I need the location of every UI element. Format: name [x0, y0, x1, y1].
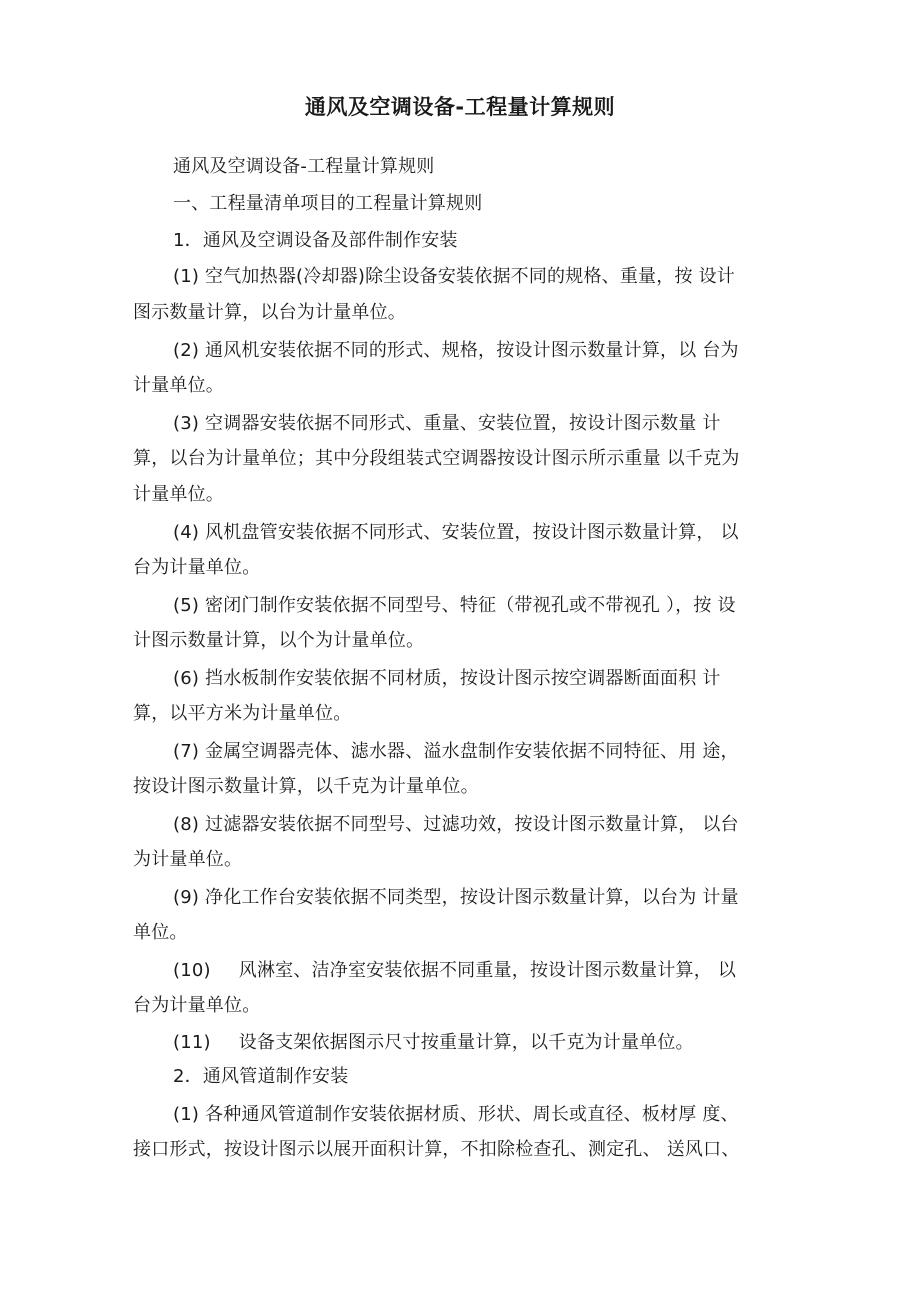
- paragraph-3-line-1: (3) 空调器安装依据不同形式、重量、安装位置，按设计图示数量 计: [173, 413, 721, 434]
- item-number-11: (11): [173, 1032, 211, 1053]
- subsection-heading-2: 2．通风管道制作安装: [173, 1066, 349, 1087]
- document-title: 通风及空调设备-工程量计算规则: [304, 95, 616, 119]
- paragraph-4-line-1: (4) 风机盘管安装依据不同形式、安装位置，按设计图示数量计算， 以: [173, 522, 739, 543]
- paragraph-9-line-2: 单位。: [133, 922, 188, 943]
- paragraph-3-line-2: 算，以台为计量单位；其中分段组装式空调器按设计图示所示重量 以千克为: [133, 448, 740, 469]
- paragraph-3-line-3: 计量单位。: [133, 484, 224, 505]
- paragraph-8-line-2: 为计量单位。: [133, 849, 243, 870]
- paragraph-11-line-1: [173, 1028, 793, 1058]
- paragraph-7-line-1: (7) 金属空调器壳体、滤水器、溢水盘制作安装依据不同特征、用 途，: [173, 741, 739, 762]
- paragraph-1-line-2: 图示数量计算，以台为计量单位。: [133, 302, 406, 323]
- paragraph-8-line-1: (8) 过滤器安装依据不同型号、过滤功效，按设计图示数量计算， 以台: [173, 814, 739, 835]
- paragraph-10-text: 风淋室、洁净室安装依据不同重量，按设计图示数量计算， 以: [238, 960, 737, 981]
- item-number-10: (10): [173, 960, 211, 981]
- section-heading-1: 一、工程量清单项目的工程量计算规则: [173, 193, 483, 214]
- paragraph-6-line-2: 算，以平方米为计量单位。: [133, 703, 352, 724]
- paragraph-7-line-2: 按设计图示数量计算，以千克为计量单位。: [133, 776, 479, 797]
- paragraph-4-line-2: 台为计量单位。: [133, 557, 261, 578]
- paragraph-5-line-1: (5) 密闭门制作安装依据不同型号、特征（带视孔或不带视孔 ），按 设: [173, 595, 736, 616]
- paragraph-1-line-1: (1) 空气加热器(冷却器)除尘设备安装依据不同的规格、重量，按 设计: [173, 266, 735, 287]
- paragraph-12-line-2: 接口形式，按设计图示以展开面积计算，不扣除检查孔、测定孔、 送风口、: [133, 1139, 740, 1160]
- subtitle-line: 通风及空调设备-工程量计算规则: [173, 156, 435, 177]
- paragraph-2-line-2: 计量单位。: [133, 375, 224, 396]
- paragraph-2-line-1: (2) 通风机安装依据不同的形式、规格，按设计图示数量计算，以 台为: [173, 340, 739, 361]
- paragraph-11-text: 设备支架依据图示尺寸按重量计算，以千克为计量单位。: [238, 1032, 694, 1053]
- paragraph-10-line-1: [173, 956, 793, 986]
- paragraph-5-line-2: 计图示数量计算，以个为计量单位。: [133, 630, 425, 651]
- paragraph-12-line-1: (1) 各种通风管道制作安装依据材质、形状、周长或直径、板材厚 度、: [173, 1104, 739, 1125]
- subsection-heading-1: 1．通风及空调设备及部件制作安装: [173, 230, 458, 251]
- paragraph-10-line-2: 台为计量单位。: [133, 995, 261, 1016]
- paragraph-9-line-1: (9) 净化工作台安装依据不同类型，按设计图示数量计算，以台为 计量: [173, 887, 739, 908]
- paragraph-6-line-1: (6) 挡水板制作安装依据不同材质，按设计图示按空调器断面面积 计: [173, 668, 721, 689]
